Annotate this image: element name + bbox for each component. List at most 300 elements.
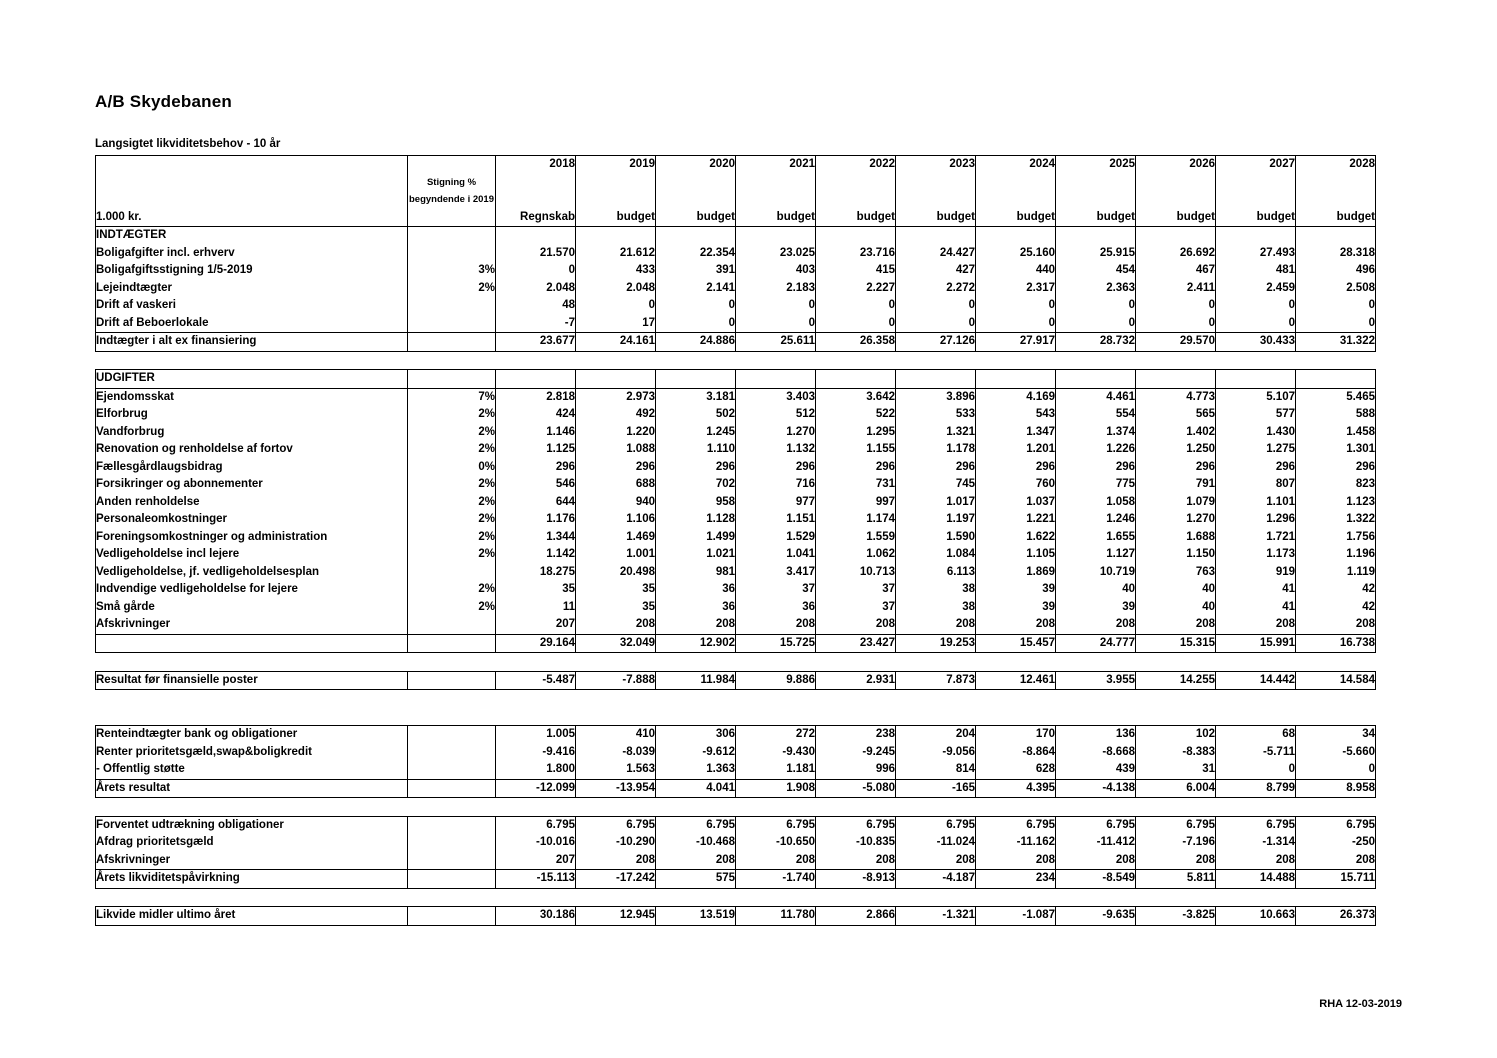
- cell-liquidity-row-0-2028: 6.795: [1296, 816, 1376, 834]
- cell-expense-row-13-2018: 207: [496, 616, 576, 634]
- cell-income-heading-2027: [1216, 227, 1296, 245]
- financial-row-2: [96, 761, 1376, 779]
- cell-liquidity-row-0-2026: 6.795: [1136, 816, 1216, 834]
- cell-expense-row-1-2018: 424: [496, 406, 576, 424]
- table-header-kinds: [96, 209, 1376, 227]
- cell-expense-row-3-2019: 1.088: [576, 441, 656, 459]
- cell-liquidity-row-1-2024: -11.162: [976, 834, 1056, 852]
- cell-income-row-1-2025: 454: [1056, 262, 1136, 280]
- cell-income-heading-2019: [576, 227, 656, 245]
- cell-income-row-4-2021: 0: [736, 315, 816, 333]
- cell-result-before-financials-2024: 12.461: [976, 671, 1056, 690]
- cell-expense-row-8-2022: 1.559: [816, 529, 896, 547]
- cell-expense-row-6-2020: 958: [656, 494, 736, 512]
- cell-liquidity-row-2-2022: 208: [816, 852, 896, 870]
- cell-expense-row-6-2023: 1.017: [896, 494, 976, 512]
- row-increase-pct: 2%: [408, 406, 496, 424]
- cell-income-row-0-2021: 23.025: [736, 245, 816, 263]
- cell-income-heading-2028: [1296, 227, 1376, 245]
- cell-expense-row-8-2019: 1.469: [576, 529, 656, 547]
- cell-expense-row-9-2028: 1.196: [1296, 546, 1376, 564]
- column-header-year-2023: 2023: [896, 156, 976, 174]
- row-label: Vedligeholdelse, jf. vedligeholdelsesplan: [96, 564, 408, 582]
- cell-expense-row-0-2025: 4.461: [1056, 388, 1136, 406]
- table-gap: [96, 351, 1376, 370]
- cell-expense-row-1-2022: 522: [816, 406, 896, 424]
- row-label: Forsikringer og abonnementer: [96, 476, 408, 494]
- row-label: Drift af Beboerlokale: [96, 315, 408, 333]
- cell-expense-row-7-2020: 1.128: [656, 511, 736, 529]
- row-increase-pct: [408, 245, 496, 263]
- cell-income-total-2021: 25.611: [736, 333, 816, 352]
- cell-expense-row-12-2020: 36: [656, 599, 736, 617]
- cell-income-row-2-2019: 2.048: [576, 280, 656, 298]
- cell-expense-row-10-2022: 10.713: [816, 564, 896, 582]
- cell-expense-row-11-2027: 41: [1216, 581, 1296, 599]
- cell-liquidity-row-0-2027: 6.795: [1216, 816, 1296, 834]
- cell-expense-row-3-2021: 1.132: [736, 441, 816, 459]
- cell-income-heading-2025: [1056, 227, 1136, 245]
- cell-financial-row-2-2023: 814: [896, 761, 976, 779]
- expense-row-10: [96, 564, 1376, 582]
- cell-income-row-0-2028: 28.318: [1296, 245, 1376, 263]
- row-label: Forventet udtrækning obligationer: [96, 816, 408, 834]
- cell-expense-row-3-2025: 1.226: [1056, 441, 1136, 459]
- cell-expense-row-5-2018: 546: [496, 476, 576, 494]
- cell-expenses-heading-2022: [816, 370, 896, 389]
- row-increase-pct: 2%: [408, 546, 496, 564]
- cell-income-row-4-2023: 0: [896, 315, 976, 333]
- cell-expenses-total-2019: 32.049: [576, 634, 656, 653]
- cell-expense-row-4-2018: 296: [496, 459, 576, 477]
- cell-expense-row-5-2022: 731: [816, 476, 896, 494]
- cell-financial-row-2-2025: 439: [1056, 761, 1136, 779]
- header-blank-label-2: [96, 174, 408, 209]
- cell-income-row-2-2018: 2.048: [496, 280, 576, 298]
- cell-income-row-3-2022: 0: [816, 297, 896, 315]
- cell-income-total-2027: 30.433: [1216, 333, 1296, 352]
- cell-income-row-1-2026: 467: [1136, 262, 1216, 280]
- cell-income-row-0-2020: 22.354: [656, 245, 736, 263]
- row-increase-pct: [408, 744, 496, 762]
- column-header-kind-2022: budget: [816, 209, 896, 227]
- cell-expense-row-4-2020: 296: [656, 459, 736, 477]
- cell-expenses-heading-2018: [496, 370, 576, 389]
- cell-expense-row-9-2018: 1.142: [496, 546, 576, 564]
- row-increase-pct: [408, 333, 496, 352]
- table-gap-cell: [96, 708, 1376, 726]
- row-increase-pct: 2%: [408, 441, 496, 459]
- cell-expense-row-13-2019: 208: [576, 616, 656, 634]
- cell-expense-row-11-2018: 35: [496, 581, 576, 599]
- cell-liquidity-row-2-2026: 208: [1136, 852, 1216, 870]
- cell-expense-row-10-2027: 919: [1216, 564, 1296, 582]
- header-spacer-2026: [1136, 174, 1216, 209]
- cell-income-row-3-2026: 0: [1136, 297, 1216, 315]
- cell-expense-row-2-2018: 1.146: [496, 424, 576, 442]
- cell-expense-row-3-2028: 1.301: [1296, 441, 1376, 459]
- row-label: Lejeindtægter: [96, 280, 408, 298]
- table-gap: [96, 690, 1376, 708]
- cell-income-row-4-2028: 0: [1296, 315, 1376, 333]
- row-increase-pct: 2%: [408, 529, 496, 547]
- cell-income-row-4-2026: 0: [1136, 315, 1216, 333]
- cell-expenses-total-2024: 15.457: [976, 634, 1056, 653]
- column-header-year-2025: 2025: [1056, 156, 1136, 174]
- cell-income-row-3-2025: 0: [1056, 297, 1136, 315]
- cell-income-row-1-2018: 0: [496, 262, 576, 280]
- cell-expense-row-12-2021: 36: [736, 599, 816, 617]
- cell-expense-row-3-2020: 1.110: [656, 441, 736, 459]
- cell-expense-row-12-2022: 37: [816, 599, 896, 617]
- cell-expense-row-11-2023: 38: [896, 581, 976, 599]
- cell-expense-row-7-2018: 1.176: [496, 511, 576, 529]
- cell-cash-ultimo-2023: -1.321: [896, 907, 976, 926]
- cell-liquidity-total-2024: 234: [976, 870, 1056, 889]
- cell-expense-row-10-2018: 18.275: [496, 564, 576, 582]
- cell-financial-row-1-2026: -8.383: [1136, 744, 1216, 762]
- cell-income-row-3-2028: 0: [1296, 297, 1376, 315]
- result-before-financials: [96, 671, 1376, 690]
- expense-row-8: [96, 529, 1376, 547]
- cell-expense-row-7-2024: 1.221: [976, 511, 1056, 529]
- header-blank-pct-3: [408, 209, 496, 227]
- cell-liquidity-row-2-2020: 208: [656, 852, 736, 870]
- cell-expense-row-12-2023: 38: [896, 599, 976, 617]
- cell-liquidity-row-2-2025: 208: [1056, 852, 1136, 870]
- cell-financial-row-1-2028: -5.660: [1296, 744, 1376, 762]
- section-heading-income: INDTÆGTER: [96, 227, 408, 245]
- cell-expense-row-8-2025: 1.655: [1056, 529, 1136, 547]
- row-label: Afskrivninger: [96, 852, 408, 870]
- cell-income-row-1-2021: 403: [736, 262, 816, 280]
- row-label: Boligafgifter incl. erhverv: [96, 245, 408, 263]
- cell-expense-row-8-2023: 1.590: [896, 529, 976, 547]
- cell-financial-row-0-2028: 34: [1296, 726, 1376, 744]
- column-header-kind-2024: budget: [976, 209, 1056, 227]
- income-row-0: [96, 245, 1376, 263]
- cell-result-before-financials-2026: 14.255: [1136, 671, 1216, 690]
- cell-income-row-2-2025: 2.363: [1056, 280, 1136, 298]
- table-gap: [96, 798, 1376, 817]
- page-subtitle: Langsigtet likviditetsbehov - 10 år: [95, 138, 281, 150]
- cell-expense-row-13-2024: 208: [976, 616, 1056, 634]
- row-increase-pct: [408, 870, 496, 889]
- row-label: Renteindtægter bank og obligationer: [96, 726, 408, 744]
- row-label: Indtægter i alt ex finansiering: [96, 333, 408, 352]
- row-increase-pct: 2%: [408, 280, 496, 298]
- cell-expense-row-4-2022: 296: [816, 459, 896, 477]
- cell-expenses-total-2023: 19.253: [896, 634, 976, 653]
- page-title: A/B Skydebanen: [95, 92, 232, 111]
- cell-expense-row-11-2026: 40: [1136, 581, 1216, 599]
- cell-expense-row-7-2028: 1.322: [1296, 511, 1376, 529]
- cell-financial-row-0-2026: 102: [1136, 726, 1216, 744]
- cell-expense-row-10-2021: 3.417: [736, 564, 816, 582]
- row-label: Likvide midler ultimo året: [96, 907, 408, 926]
- cell-expense-row-5-2028: 823: [1296, 476, 1376, 494]
- cell-expenses-heading-2021: [736, 370, 816, 389]
- expense-row-4: [96, 459, 1376, 477]
- cell-financial-row-0-2020: 306: [656, 726, 736, 744]
- cell-expense-row-4-2023: 296: [896, 459, 976, 477]
- cell-cash-ultimo-2028: 26.373: [1296, 907, 1376, 926]
- row-increase-pct: [408, 852, 496, 870]
- cell-financial-row-0-2022: 238: [816, 726, 896, 744]
- section-heading-expenses: UDGIFTER: [96, 370, 408, 389]
- row-increase-pct: [408, 907, 496, 926]
- cell-cash-ultimo-2024: -1.087: [976, 907, 1056, 926]
- expense-row-3: [96, 441, 1376, 459]
- cell-expense-row-6-2028: 1.123: [1296, 494, 1376, 512]
- row-increase-pct: [408, 370, 496, 389]
- cell-financial-row-2-2024: 628: [976, 761, 1056, 779]
- cell-expenses-heading-2019: [576, 370, 656, 389]
- table-gap-cell: [96, 690, 1376, 708]
- cell-expense-row-10-2019: 20.498: [576, 564, 656, 582]
- row-label: Renter prioritetsgæld,swap&boligkredit: [96, 744, 408, 762]
- cell-expense-row-3-2027: 1.275: [1216, 441, 1296, 459]
- cell-expense-row-5-2025: 775: [1056, 476, 1136, 494]
- liquidity-row-2: [96, 852, 1376, 870]
- cell-expense-row-1-2023: 533: [896, 406, 976, 424]
- cell-income-row-4-2018: -7: [496, 315, 576, 333]
- cell-income-heading-2020: [656, 227, 736, 245]
- cell-expense-row-4-2026: 296: [1136, 459, 1216, 477]
- cell-expense-row-10-2023: 6.113: [896, 564, 976, 582]
- income-heading: [96, 227, 1376, 245]
- cell-expense-row-10-2020: 981: [656, 564, 736, 582]
- cell-expense-row-11-2028: 42: [1296, 581, 1376, 599]
- cell-expense-row-5-2023: 745: [896, 476, 976, 494]
- header-blank-pct: [408, 156, 496, 174]
- cell-liquidity-row-0-2024: 6.795: [976, 816, 1056, 834]
- cell-financial-row-1-2020: -9.612: [656, 744, 736, 762]
- cell-financial-row-2-2027: 0: [1216, 761, 1296, 779]
- cell-income-row-4-2024: 0: [976, 315, 1056, 333]
- header-spacer-2020: [656, 174, 736, 209]
- cell-liquidity-row-1-2028: -250: [1296, 834, 1376, 852]
- cell-income-row-3-2018: 48: [496, 297, 576, 315]
- cell-income-row-2-2023: 2.272: [896, 280, 976, 298]
- row-increase-pct: 7%: [408, 388, 496, 406]
- cell-expense-row-5-2021: 716: [736, 476, 816, 494]
- cell-expense-row-1-2025: 554: [1056, 406, 1136, 424]
- cell-liquidity-total-2023: -4.187: [896, 870, 976, 889]
- cell-expense-row-4-2019: 296: [576, 459, 656, 477]
- row-label: Foreningsomkostninger og administration: [96, 529, 408, 547]
- cell-income-row-1-2020: 391: [656, 262, 736, 280]
- column-header-year-2024: 2024: [976, 156, 1056, 174]
- cell-expense-row-0-2022: 3.642: [816, 388, 896, 406]
- row-increase-pct: [408, 634, 496, 653]
- table-gap-cell: [96, 798, 1376, 817]
- expense-row-2: [96, 424, 1376, 442]
- cell-result-before-financials-2028: 14.584: [1296, 671, 1376, 690]
- income-row-1: [96, 262, 1376, 280]
- cell-liquidity-row-0-2019: 6.795: [576, 816, 656, 834]
- cell-financial-row-0-2018: 1.005: [496, 726, 576, 744]
- cell-expense-row-8-2027: 1.721: [1216, 529, 1296, 547]
- cell-expense-row-5-2019: 688: [576, 476, 656, 494]
- cell-financials-total-2026: 6.004: [1136, 779, 1216, 798]
- cell-expense-row-6-2018: 644: [496, 494, 576, 512]
- cell-expense-row-10-2025: 10.719: [1056, 564, 1136, 582]
- increase-pct-line2: begyndende i 2019: [408, 194, 494, 205]
- cell-income-row-1-2019: 433: [576, 262, 656, 280]
- cell-liquidity-row-2-2027: 208: [1216, 852, 1296, 870]
- cell-expense-row-3-2026: 1.250: [1136, 441, 1216, 459]
- cell-financials-total-2018: -12.099: [496, 779, 576, 798]
- cell-expense-row-9-2021: 1.041: [736, 546, 816, 564]
- cell-financial-row-2-2019: 1.563: [576, 761, 656, 779]
- cell-financial-row-0-2024: 170: [976, 726, 1056, 744]
- cell-result-before-financials-2025: 3.955: [1056, 671, 1136, 690]
- cell-financial-row-2-2026: 31: [1136, 761, 1216, 779]
- cell-liquidity-row-2-2019: 208: [576, 852, 656, 870]
- cell-expense-row-9-2024: 1.105: [976, 546, 1056, 564]
- cell-expense-row-8-2020: 1.499: [656, 529, 736, 547]
- cell-income-row-0-2019: 21.612: [576, 245, 656, 263]
- cell-income-row-2-2024: 2.317: [976, 280, 1056, 298]
- cell-liquidity-row-2-2028: 208: [1296, 852, 1376, 870]
- cell-income-total-2020: 24.886: [656, 333, 736, 352]
- cell-financial-row-1-2019: -8.039: [576, 744, 656, 762]
- row-label: Personaleomkostninger: [96, 511, 408, 529]
- cell-expense-row-0-2026: 4.773: [1136, 388, 1216, 406]
- cell-expense-row-3-2024: 1.201: [976, 441, 1056, 459]
- cell-income-row-4-2020: 0: [656, 315, 736, 333]
- cell-expense-row-11-2025: 40: [1056, 581, 1136, 599]
- cell-expense-row-12-2027: 41: [1216, 599, 1296, 617]
- cell-liquidity-row-0-2023: 6.795: [896, 816, 976, 834]
- cell-income-row-2-2020: 2.141: [656, 280, 736, 298]
- cell-liquidity-row-1-2021: -10.650: [736, 834, 816, 852]
- cell-financials-total-2028: 8.958: [1296, 779, 1376, 798]
- cell-expense-row-11-2022: 37: [816, 581, 896, 599]
- cell-expense-row-4-2024: 296: [976, 459, 1056, 477]
- cell-expense-row-12-2024: 39: [976, 599, 1056, 617]
- row-increase-pct: 2%: [408, 511, 496, 529]
- cell-expenses-total-2025: 24.777: [1056, 634, 1136, 653]
- row-label: Fællesgårdlaugsbidrag: [96, 459, 408, 477]
- cell-expense-row-11-2021: 37: [736, 581, 816, 599]
- financials-total: [96, 779, 1376, 798]
- cell-expenses-total-2022: 23.427: [816, 634, 896, 653]
- cell-expense-row-0-2024: 4.169: [976, 388, 1056, 406]
- cell-expenses-total-2021: 15.725: [736, 634, 816, 653]
- column-header-kind-2026: budget: [1136, 209, 1216, 227]
- cell-financial-row-0-2021: 272: [736, 726, 816, 744]
- row-label: Indvendige vedligeholdelse for lejere: [96, 581, 408, 599]
- column-header-increase-pct: [408, 174, 496, 209]
- cell-cash-ultimo-2027: 10.663: [1216, 907, 1296, 926]
- cell-financial-row-1-2025: -8.668: [1056, 744, 1136, 762]
- cell-expense-row-6-2025: 1.058: [1056, 494, 1136, 512]
- cell-expense-row-0-2023: 3.896: [896, 388, 976, 406]
- cell-expense-row-6-2021: 977: [736, 494, 816, 512]
- cell-liquidity-row-0-2021: 6.795: [736, 816, 816, 834]
- cell-income-total-2025: 28.732: [1056, 333, 1136, 352]
- cell-liquidity-total-2018: -15.113: [496, 870, 576, 889]
- cell-liquidity-row-2-2023: 208: [896, 852, 976, 870]
- cell-expense-row-12-2028: 42: [1296, 599, 1376, 617]
- expense-row-1: [96, 406, 1376, 424]
- header-blank-label: [96, 156, 408, 174]
- row-label: Drift af vaskeri: [96, 297, 408, 315]
- header-spacer-2028: [1296, 174, 1376, 209]
- expenses-total: [96, 634, 1376, 653]
- table-header-years: [96, 156, 1376, 174]
- cell-expense-row-1-2027: 577: [1216, 406, 1296, 424]
- cell-expense-row-13-2020: 208: [656, 616, 736, 634]
- cell-income-total-2024: 27.917: [976, 333, 1056, 352]
- row-label: Afdrag prioritetsgæld: [96, 834, 408, 852]
- cell-liquidity-row-2-2021: 208: [736, 852, 816, 870]
- cell-expense-row-6-2022: 997: [816, 494, 896, 512]
- cell-liquidity-row-1-2020: -10.468: [656, 834, 736, 852]
- table-gap: [96, 888, 1376, 907]
- cell-expenses-total-2027: 15.991: [1216, 634, 1296, 653]
- cell-income-row-4-2025: 0: [1056, 315, 1136, 333]
- table-header-subtitle: [96, 174, 1376, 209]
- cell-income-row-0-2025: 25.915: [1056, 245, 1136, 263]
- cell-expense-row-0-2021: 3.403: [736, 388, 816, 406]
- cell-expenses-heading-2026: [1136, 370, 1216, 389]
- cell-income-row-2-2026: 2.411: [1136, 280, 1216, 298]
- cell-expense-row-9-2023: 1.084: [896, 546, 976, 564]
- column-header-year-2026: 2026: [1136, 156, 1216, 174]
- cell-financial-row-1-2024: -8.864: [976, 744, 1056, 762]
- cell-liquidity-row-1-2022: -10.835: [816, 834, 896, 852]
- cell-liquidity-row-1-2018: -10.016: [496, 834, 576, 852]
- cell-expense-row-2-2021: 1.270: [736, 424, 816, 442]
- cell-expense-row-9-2025: 1.127: [1056, 546, 1136, 564]
- cell-expense-row-1-2026: 565: [1136, 406, 1216, 424]
- cell-liquidity-row-2-2018: 207: [496, 852, 576, 870]
- cell-expense-row-8-2018: 1.344: [496, 529, 576, 547]
- header-spacer-2019: [576, 174, 656, 209]
- table-gap: [96, 708, 1376, 726]
- cell-income-row-3-2019: 0: [576, 297, 656, 315]
- header-spacer-2023: [896, 174, 976, 209]
- cell-expenses-heading-2023: [896, 370, 976, 389]
- cell-income-total-2026: 29.570: [1136, 333, 1216, 352]
- cell-expense-row-11-2020: 36: [656, 581, 736, 599]
- cell-result-before-financials-2021: 9.886: [736, 671, 816, 690]
- row-label: Årets likviditetspåvirkning: [96, 870, 408, 889]
- column-header-kind-2019: budget: [576, 209, 656, 227]
- cell-income-row-1-2028: 496: [1296, 262, 1376, 280]
- cell-cash-ultimo-2026: -3.825: [1136, 907, 1216, 926]
- cell-expense-row-7-2026: 1.270: [1136, 511, 1216, 529]
- cell-expense-row-13-2027: 208: [1216, 616, 1296, 634]
- cell-income-total-2022: 26.358: [816, 333, 896, 352]
- cell-income-row-0-2024: 25.160: [976, 245, 1056, 263]
- expense-row-6: [96, 494, 1376, 512]
- cell-income-row-3-2024: 0: [976, 297, 1056, 315]
- cell-income-row-4-2022: 0: [816, 315, 896, 333]
- cell-income-row-0-2027: 27.493: [1216, 245, 1296, 263]
- cell-expense-row-3-2023: 1.178: [896, 441, 976, 459]
- cell-liquidity-total-2021: -1.740: [736, 870, 816, 889]
- liquidity-total: [96, 870, 1376, 889]
- cell-expense-row-5-2026: 791: [1136, 476, 1216, 494]
- column-header-kind-2025: budget: [1056, 209, 1136, 227]
- cell-liquidity-row-0-2025: 6.795: [1056, 816, 1136, 834]
- row-increase-pct: 2%: [408, 424, 496, 442]
- cell-expense-row-6-2027: 1.101: [1216, 494, 1296, 512]
